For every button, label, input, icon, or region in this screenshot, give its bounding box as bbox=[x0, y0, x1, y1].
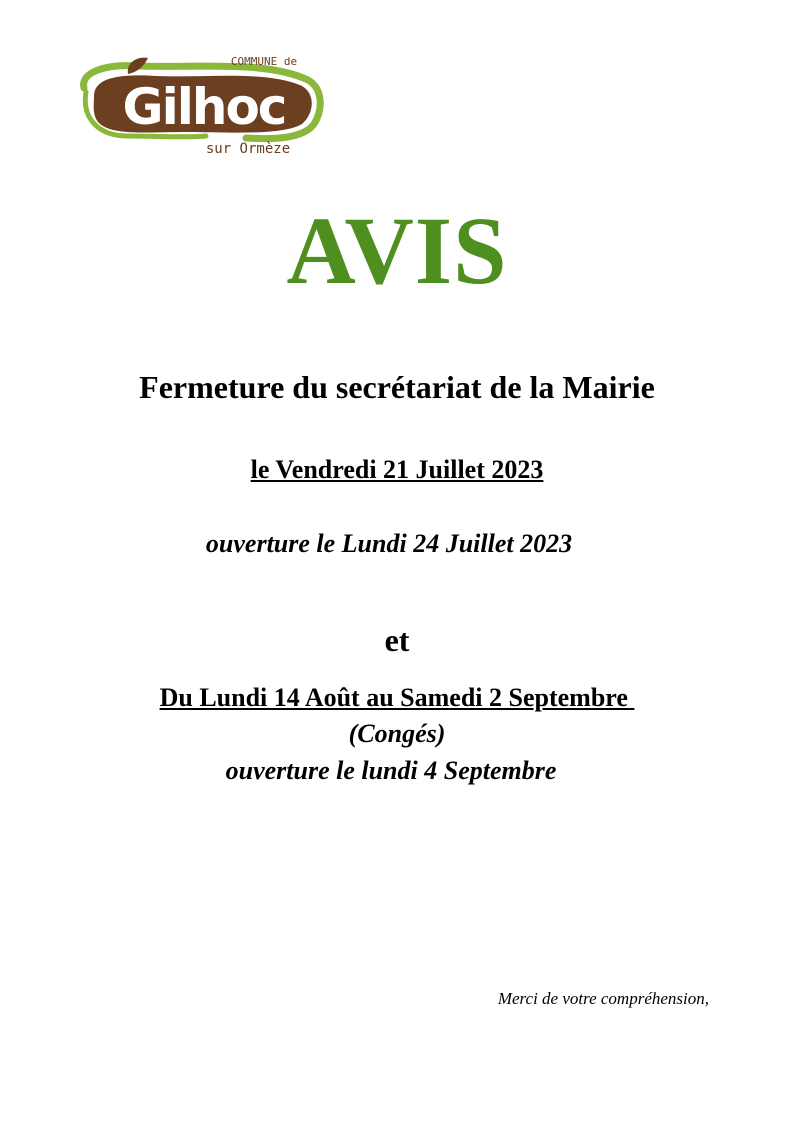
reopening-date-1: ouverture le Lundi 24 Juillet 2023 bbox=[205, 529, 573, 558]
commune-logo bbox=[76, 52, 326, 160]
closing-thanks: Merci de votre compréhension, bbox=[497, 989, 709, 1008]
conjunction-text: et bbox=[384, 622, 410, 658]
closure-date: le Vendredi 21 Juillet 2023 bbox=[250, 455, 544, 484]
logo-name: Gilhoc bbox=[122, 78, 286, 136]
reopening-date-2: ouverture le lundi 4 Septembre bbox=[225, 756, 557, 785]
logo-bottom-text: sur Ormèze bbox=[205, 141, 291, 157]
notice-title: AVIS bbox=[286, 197, 508, 304]
notice-headline: Fermeture du secrétariat de la Mairie bbox=[139, 369, 655, 405]
holiday-period: Du Lundi 14 Août au Samedi 2 Septembre bbox=[159, 683, 635, 712]
logo-top-text: COMMUNE de bbox=[230, 55, 298, 68]
holiday-reason: (Congés) bbox=[348, 719, 446, 748]
